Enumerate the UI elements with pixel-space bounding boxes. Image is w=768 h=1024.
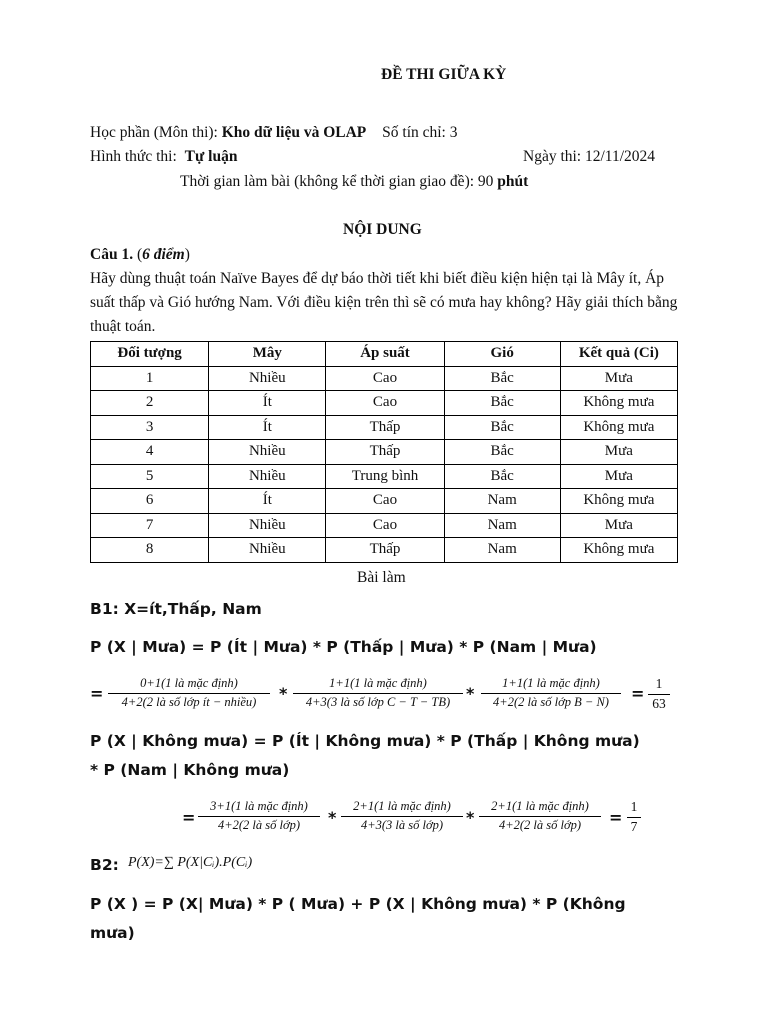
course-line: [90, 124, 458, 142]
form-value: Tự luận: [184, 148, 238, 165]
equals-sign: =: [609, 808, 623, 827]
table-cell: Nhiều: [209, 513, 326, 538]
numerator: 1: [655, 676, 663, 691]
table-cell: Cao: [326, 489, 444, 514]
duration-label: Thời gian làm bài (không kể thời gian giao đề):: [180, 173, 478, 190]
table-row: [91, 440, 678, 465]
table-cell: Cao: [326, 366, 444, 391]
p-x-given-no-rain-line2: * P (Nam | Không mưa): [90, 761, 290, 779]
denominator: 63: [652, 696, 666, 711]
table-cell: Nam: [444, 489, 560, 514]
numerator: 3+1(1 là mặc định): [210, 799, 308, 813]
fraction-wind-no-rain: [479, 799, 601, 833]
table-cell: Thấp: [326, 440, 444, 465]
numerator: 2+1(1 là mặc định): [491, 799, 589, 813]
times-sign: *: [466, 684, 475, 703]
denominator: 4+3(3 là số lớp): [360, 818, 444, 832]
table-row: [91, 366, 678, 391]
fraction-pressure-rain: [293, 676, 463, 710]
form-label: Hình thức thi:: [90, 148, 181, 165]
table-row: [91, 513, 678, 538]
table-cell: Thấp: [326, 415, 444, 440]
table-cell: Nhiều: [209, 538, 326, 563]
table-cell: 7: [91, 513, 209, 538]
table-row: [91, 415, 678, 440]
table-cell: Bắc: [444, 464, 560, 489]
times-sign: *: [279, 684, 288, 703]
table-cell: Thấp: [326, 538, 444, 563]
table-cell: Trung bình: [326, 464, 444, 489]
step-1-heading: B1: X=ít,Thấp, Nam: [90, 600, 262, 618]
table-row: [91, 538, 678, 563]
numerator: 0+1(1 là mặc định): [140, 676, 238, 690]
table-cell: Bắc: [444, 391, 560, 416]
col-header-result: Kết quả (Ci): [560, 342, 677, 367]
course-name: Kho dữ liệu và OLAP: [221, 124, 367, 141]
numerator: 2+1(1 là mặc định): [353, 799, 451, 813]
table-cell: Mưa: [560, 440, 677, 465]
fraction-pressure-no-rain: [341, 799, 463, 833]
table-cell: 2: [91, 391, 209, 416]
denominator: 4+3(3 là số lớp C − T − TB): [305, 695, 451, 709]
table-cell: Nhiều: [209, 464, 326, 489]
col-header-object: Đối tượng: [91, 342, 209, 367]
p-x-total-line1: P (X ) = P (X| Mưa) * P ( Mưa) + P (X | Không mưa) * P (Không: [90, 895, 626, 913]
table-cell: Không mưa: [560, 391, 677, 416]
solution-caption: Bài làm: [357, 569, 406, 586]
equals-sign: =: [182, 808, 196, 827]
table-cell: 6: [91, 489, 209, 514]
weather-table: [90, 341, 678, 563]
denominator: 7: [630, 819, 638, 834]
col-header-pressure: Áp suất: [326, 342, 444, 367]
table-cell: Mưa: [560, 464, 677, 489]
result-no-rain: [627, 799, 641, 835]
q1-points-close: ): [184, 246, 190, 263]
fraction-cloud-no-rain: [198, 799, 320, 833]
table-cell: Ít: [209, 415, 326, 440]
table-cell: 8: [91, 538, 209, 563]
times-sign: *: [328, 808, 337, 827]
equals-sign: =: [631, 684, 645, 703]
numerator: 1+1(1 là mặc định): [502, 676, 600, 690]
table-cell: Không mưa: [560, 415, 677, 440]
credits: Số tín chỉ: 3: [382, 124, 458, 141]
section-title: NỘI DUNG: [343, 221, 422, 238]
table-header-row: [91, 342, 678, 367]
question-1-text: Hãy dùng thuật toán Naïve Bayes để dự báo thời tiết khi biết điều kiện hiện tại là Mây ít, Áp suất thấp và Gió hướng Nam. Với điều kiện trên thì sẽ có mưa hay không? Hãy giải thích bằng thuật toán.: [90, 270, 678, 335]
total-probability-formula: P(X)=∑ P(X|Cᵢ).P(Cᵢ): [128, 855, 253, 870]
p-x-given-rain: P (X | Mưa) = P (Ít | Mưa) * P (Thấp | Mưa) * P (Nam | Mưa): [90, 638, 597, 656]
numerator: 1: [630, 799, 638, 814]
table-cell: Nam: [444, 513, 560, 538]
table-cell: 1: [91, 366, 209, 391]
denominator: 4+2(2 là số lớp): [217, 818, 301, 832]
table-cell: Bắc: [444, 415, 560, 440]
fraction-cloud-rain: [108, 676, 270, 710]
table-cell: 4: [91, 440, 209, 465]
table-cell: Mưa: [560, 366, 677, 391]
table-cell: Nhiều: [209, 366, 326, 391]
table-cell: Bắc: [444, 366, 560, 391]
course-label: Học phần (Môn thi):: [90, 124, 222, 141]
table-cell: Nam: [444, 538, 560, 563]
equals-sign: =: [90, 684, 104, 703]
table-cell: Bắc: [444, 440, 560, 465]
fraction-wind-rain: [481, 676, 621, 710]
table-cell: Cao: [326, 391, 444, 416]
p-x-given-no-rain-line1: P (X | Không mưa) = P (Ít | Không mưa) * P (Thấp | Không mưa): [90, 732, 640, 750]
duration-line: [180, 173, 528, 191]
question-1-heading: [90, 246, 190, 264]
denominator: 4+2(2 là số lớp): [498, 818, 582, 832]
q1-points-open: (: [133, 246, 143, 263]
table-cell: Mưa: [560, 513, 677, 538]
table-cell: Ít: [209, 489, 326, 514]
step-2-label: B2:: [90, 856, 119, 874]
denominator: 4+2(2 là số lớp ít − nhiều): [121, 695, 257, 709]
q1-label: Câu 1.: [90, 246, 134, 263]
table-cell: Cao: [326, 513, 444, 538]
exam-date: Ngày thi: 12/11/2024: [523, 148, 656, 165]
table-row: [91, 489, 678, 514]
table-row: [91, 464, 678, 489]
table-cell: Không mưa: [560, 489, 677, 514]
duration-value: 90: [477, 173, 498, 190]
table-cell: Nhiều: [209, 440, 326, 465]
denominator: 4+2(2 là số lớp B − N): [493, 695, 609, 709]
exam-title: ĐỀ THI GIỮA KỲ: [381, 66, 507, 83]
col-header-cloud: Mây: [209, 342, 326, 367]
numerator: 1+1(1 là mặc định): [329, 676, 427, 690]
table-cell: Ít: [209, 391, 326, 416]
duration-unit: phút: [497, 173, 529, 190]
form-line: [90, 148, 237, 166]
p-x-total-line2: mưa): [90, 924, 135, 942]
result-rain: [648, 676, 670, 712]
col-header-wind: Gió: [444, 342, 560, 367]
q1-points: 6 điểm: [142, 246, 185, 263]
table-row: [91, 391, 678, 416]
table-cell: 3: [91, 415, 209, 440]
table-cell: Không mưa: [560, 538, 677, 563]
table-cell: 5: [91, 464, 209, 489]
times-sign: *: [466, 808, 475, 827]
